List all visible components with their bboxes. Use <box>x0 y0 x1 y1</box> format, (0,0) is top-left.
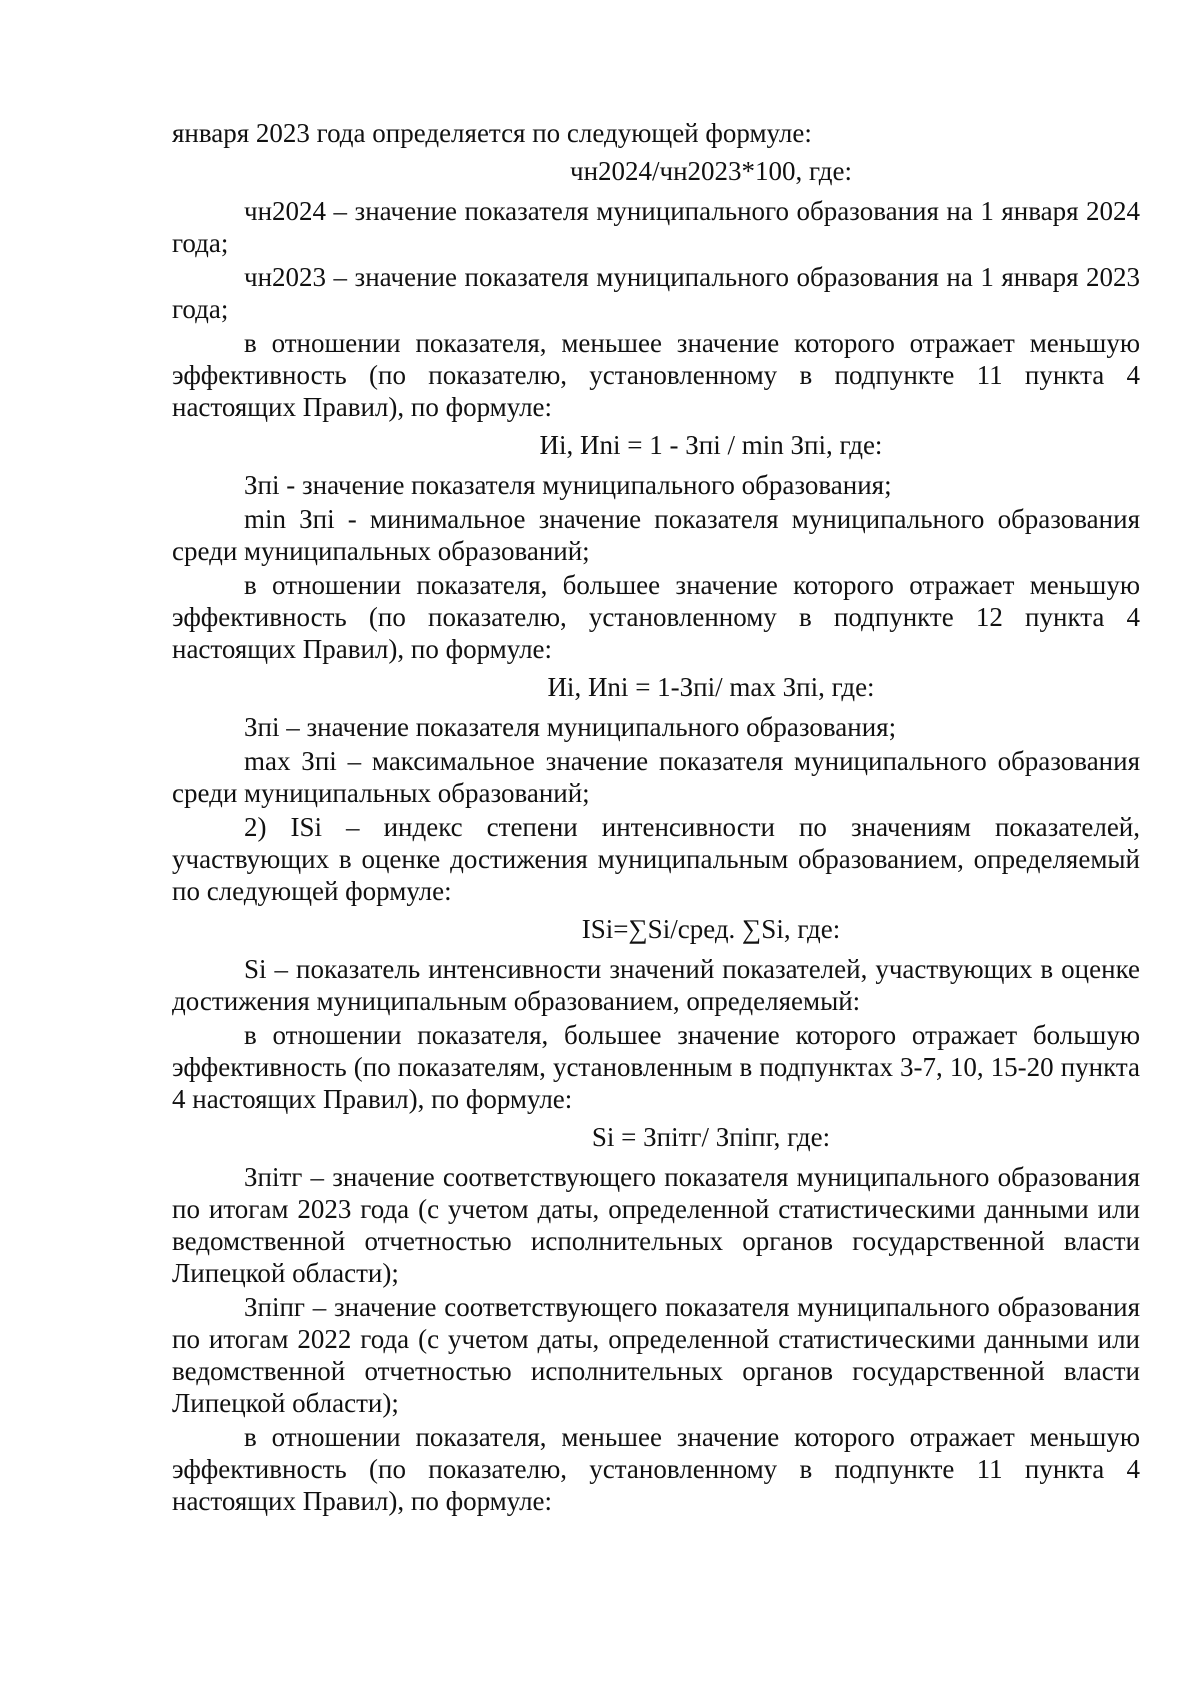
paragraph-higher-value-rule: в отношении показателя, большее значение которого отражает меньшую эффективность (по показателю, установленному в подпункте 12 пункта 4 настоящих Правил), по формуле: <box>172 570 1140 664</box>
formula-max-index: Иi, Иni = 1-Зпi/ max Зпi, где: <box>547 672 875 702</box>
paragraph-zpi-definition: Зпi - значение показателя муниципального образования; <box>244 470 892 500</box>
paragraph-zpipg-definition: Зпiпг – значение соответствующего показателя муниципального образования по итогам 2022 года (с учетом даты, определенной статистическими данными или ведомственной отчетностью исполнительных органов государственной власти Липецкой области); <box>172 1292 1140 1418</box>
paragraph-isi-index: 2) ISi – индекс степени интенсивности по значениям показателей, участвующих в оценке достижения муниципальным образованием, определяемый по следующей формуле: <box>172 812 1140 906</box>
paragraph-zpitg-definition: Зпiтг – значение соответствующего показателя муниципального образования по итогам 2023 года (с учетом даты, определенной статистическими данными или ведомственной отчетностью исполнительных органов государственной власти Липецкой области); <box>172 1162 1140 1288</box>
formula-min-index: Иi, Иni = 1 - Зпi / min Зпi, где: <box>539 430 883 460</box>
document-body <box>172 117 1140 1519</box>
formula-isi: ISi=∑Si/сред. ∑Si, где: <box>581 914 841 944</box>
paragraph-higher-efficiency-rule: в отношении показателя, большее значение которого отражает большую эффективность (по показателям, установленным в подпунктах 3-7, 10, 15-20 пункта 4 настоящих Правил), по формуле: <box>172 1020 1140 1114</box>
paragraph-chn2023-definition: чн2023 – значение показателя муниципального образования на 1 января 2023 года; <box>172 262 1140 324</box>
paragraph-zpi-definition-2: Зпi – значение показателя муниципального образования; <box>244 712 897 742</box>
formula-si: Si = Зпiтг/ Зпiпг, где: <box>591 1122 831 1152</box>
paragraph-lower-value-rule-2: в отношении показателя, меньшее значение которого отражает меньшую эффективность (по показателю, установленному в подпункте 11 пункта 4 настоящих Правил), по формуле: <box>172 1422 1140 1516</box>
paragraph-lower-value-rule: в отношении показателя, меньшее значение которого отражает меньшую эффективность (по показателю, установленному в подпункте 11 пункта 4 настоящих Правил), по формуле: <box>172 328 1140 422</box>
paragraph-chn2024-definition: чн2024 – значение показателя муниципального образования на 1 января 2024 года; <box>172 196 1140 258</box>
paragraph-max-zpi-definition: max Зпi – максимальное значение показателя муниципального образования среди муниципальных образований; <box>172 746 1140 808</box>
paragraph-si-definition: Si – показатель интенсивности значений показателей, участвующих в оценке достижения муниципальным образованием, определяемый: <box>172 954 1140 1016</box>
formula-chn-ratio: чн2024/чн2023*100, где: <box>569 156 852 186</box>
paragraph-continuation: января 2023 года определяется по следующей формуле: <box>172 118 812 148</box>
paragraph-min-zpi-definition: min Зпi - минимальное значение показателя муниципального образования среди муниципальных образований; <box>172 504 1140 566</box>
